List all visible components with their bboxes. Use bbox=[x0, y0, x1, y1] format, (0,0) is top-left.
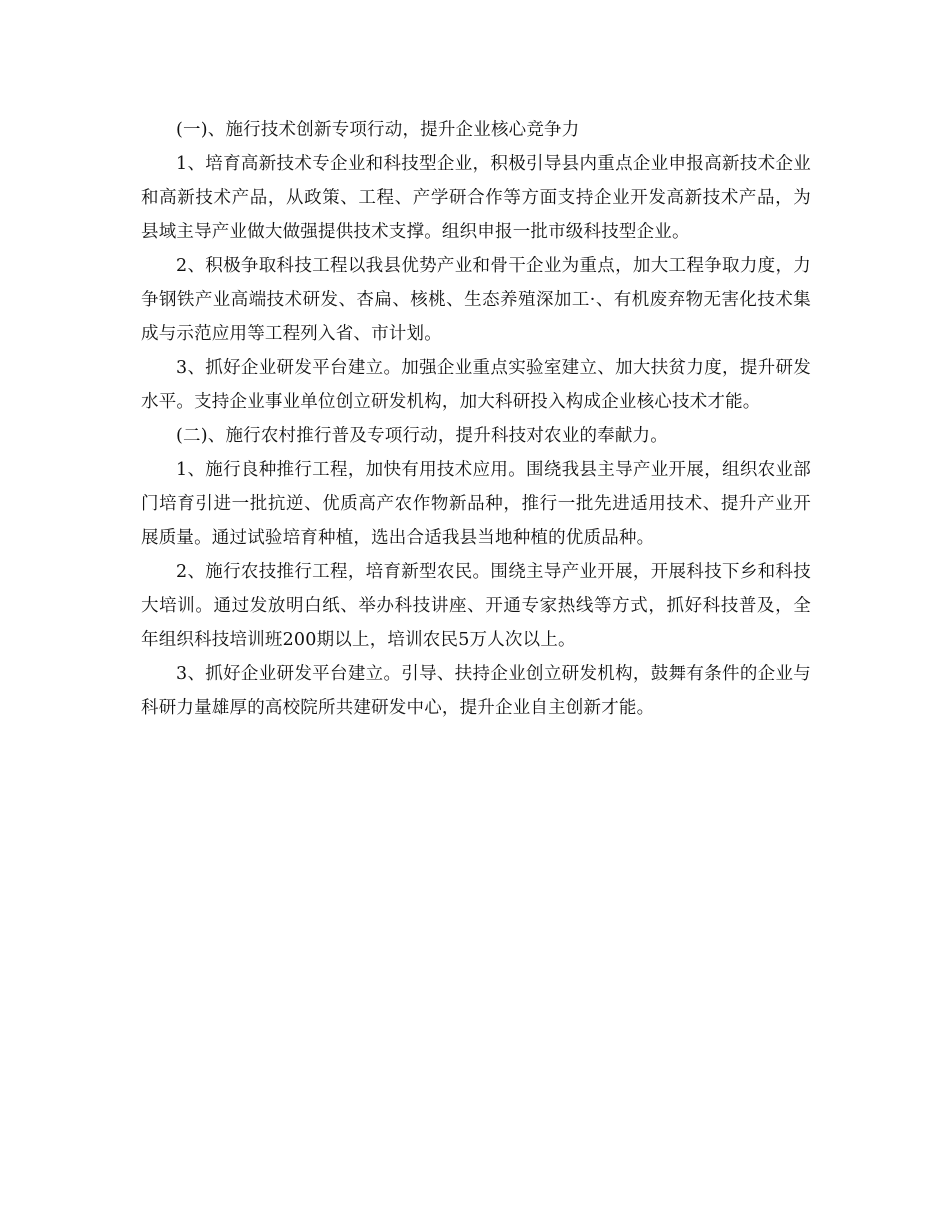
section-heading-1: (一)、施行技术创新专项行动，提升企业核心竞争力 bbox=[176, 120, 580, 140]
paragraph-1-2: 2、积极争取科技工程以我县优势产业和骨干企业为重点，加大工程争取力度，力争钢铁产业高端技术研发、杏扁、核桃、生态养殖深加工·、有机废弃物无害化技术集成与示范应用等工程列入省、市计划。 bbox=[141, 256, 811, 344]
paragraph-2-2: 2、施行农技推行工程，培育新型农民。围绕主导产业开展，开展科技下乡和科技大培训。通过发放明白纸、举办科技讲座、开通专家热线等方式，抓好科技普及，全年组织科技培训班200期以上，培训农民5万人次以上。 bbox=[141, 562, 811, 650]
paragraph-2-3: 3、抓好企业研发平台建立。引导、扶持企业创立研发机构，鼓舞有条件的企业与科研力量雄厚的高校院所共建研发中心，提升企业自主创新才能。 bbox=[141, 664, 811, 718]
paragraph-1-3: 3、抓好企业研发平台建立。加强企业重点实验室建立、加大扶贫力度，提升研发水平。支持企业事业单位创立研发机构，加大科研投入构成企业核心技术才能。 bbox=[141, 358, 811, 412]
paragraph-2-1: 1、施行良种推行工程，加快有用技术应用。围绕我县主导产业开展，组织农业部门培育引进一批抗逆、优质高产农作物新品种，推行一批先进适用技术、提升产业开展质量。通过试验培育种植，选出合适我县当地种植的优质品种。 bbox=[141, 460, 811, 548]
document-body bbox=[141, 113, 811, 725]
paragraph-1-1: 1、培育高新技术专企业和科技型企业，积极引导县内重点企业申报高新技术企业和高新技术产品，从政策、工程、产学研合作等方面支持企业开发高新技术产品，为县域主导产业做大做强提供技术支撑。组织申报一批市级科技型企业。 bbox=[141, 154, 811, 242]
section-heading-2: (二)、施行农村推行普及专项行动，提升科技对农业的奉献力。 bbox=[176, 426, 668, 446]
